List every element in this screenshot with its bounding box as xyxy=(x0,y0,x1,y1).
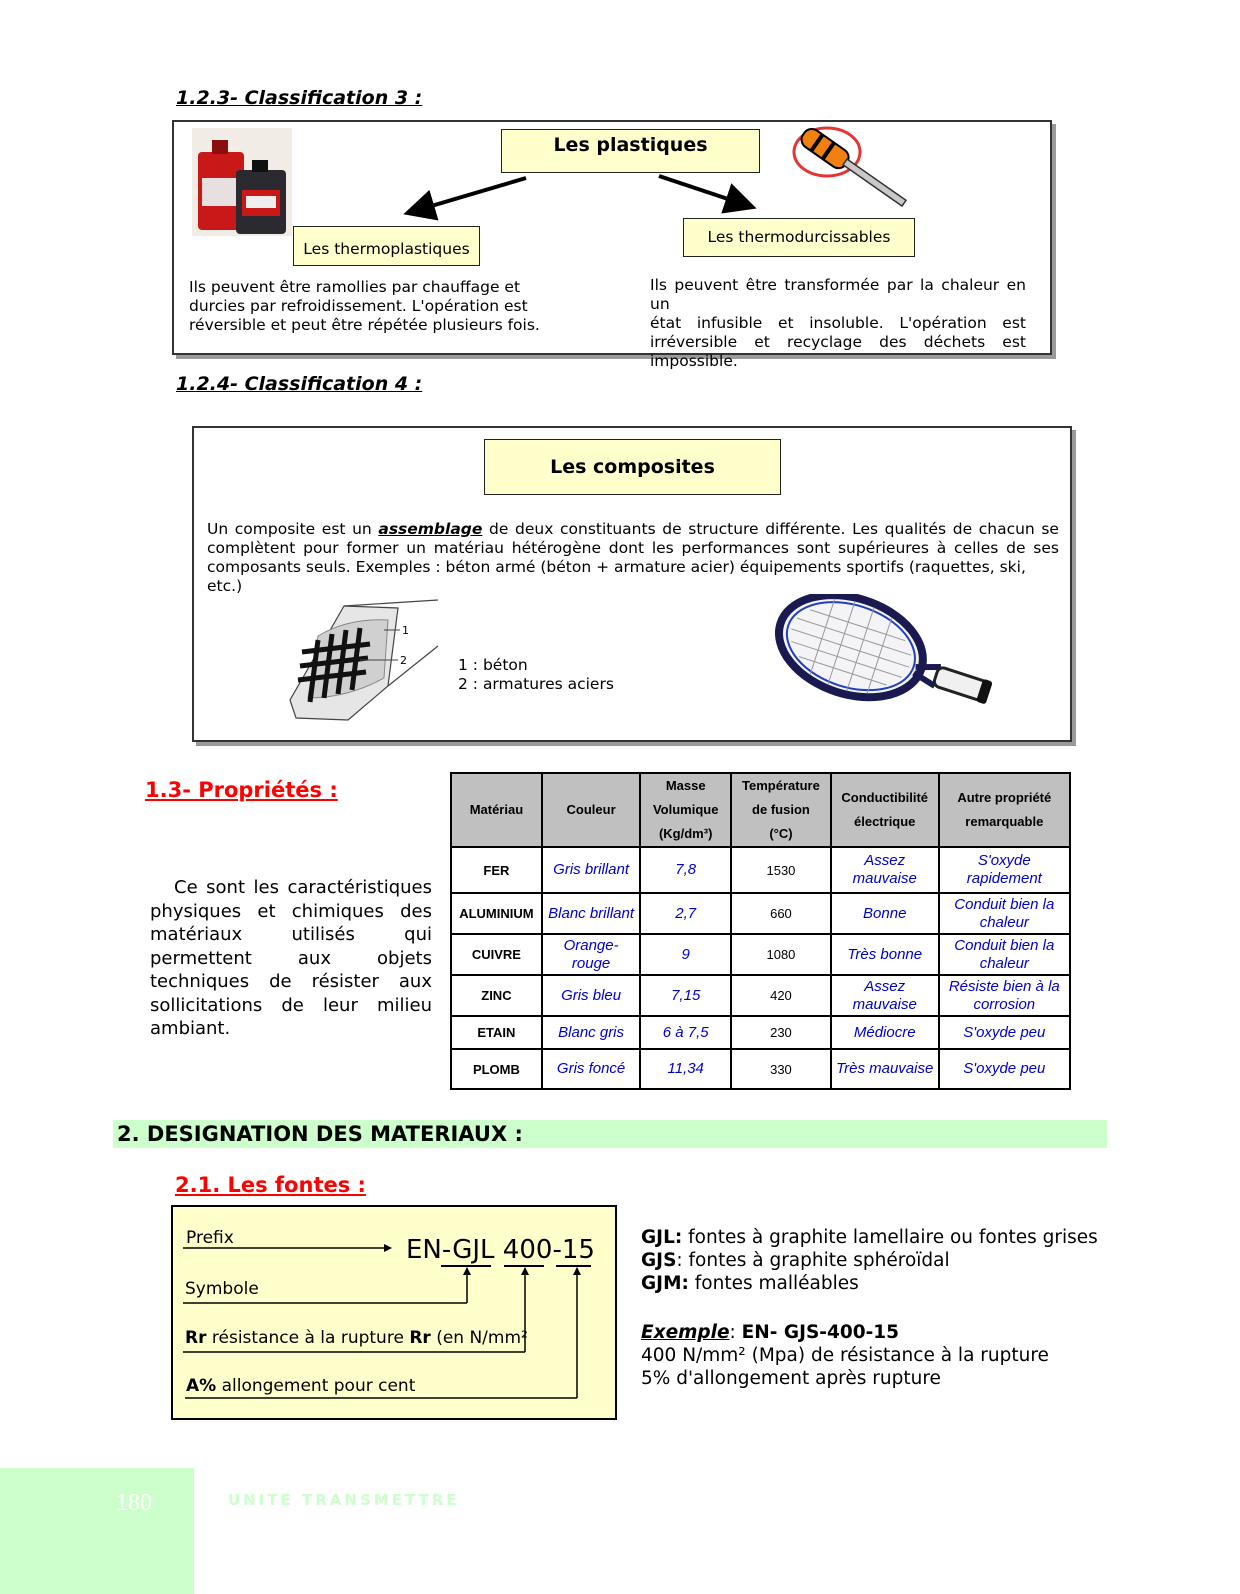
thermo-line: Ils peuvent être transformée par la chaleur en un xyxy=(650,276,1026,313)
header-cond-line: Conductibilité xyxy=(841,790,929,805)
composite-line xyxy=(207,520,1059,539)
header-temperature xyxy=(731,773,831,847)
proprietes-text xyxy=(150,876,432,1041)
thermo-line: état infusible et insoluble. L'opération est xyxy=(650,314,1026,332)
cell-couleur: Gris bleu xyxy=(542,975,640,1016)
table-row xyxy=(451,893,1070,934)
prop-line: permettent aux objets xyxy=(150,947,432,969)
composite-line1-end: de deux constituants de structure différente. Les qualités de chacun se xyxy=(489,520,1059,538)
cell-autre: S'oxyde peu xyxy=(939,1049,1070,1089)
example-sep: : xyxy=(729,1322,742,1343)
cell-materiau: PLOMB xyxy=(451,1049,542,1089)
example-code: EN- GJS-400-15 xyxy=(741,1322,900,1343)
classification3-heading: 1.2.3- Classification 3 : xyxy=(176,87,423,109)
table-row xyxy=(451,934,1070,975)
cell-couleur: Orange-rouge xyxy=(542,934,640,975)
cell-conductibilite: Bonne xyxy=(831,893,939,934)
fontes-heading: 2.1. Les fontes : xyxy=(175,1173,366,1197)
designation-code xyxy=(406,1235,595,1265)
footer-block xyxy=(0,1468,194,1594)
concrete-legend xyxy=(458,656,614,694)
rr-label xyxy=(185,1328,528,1348)
legend-item: 2 : armatures aciers xyxy=(458,675,614,693)
header-materiau: Matériau xyxy=(451,773,542,847)
thermo-line: irréversible et recyclage des déchets est xyxy=(650,333,1026,351)
diagram-mark-2: 2 xyxy=(400,654,407,667)
code-en: EN- xyxy=(406,1235,453,1265)
prop-line: ambiant. xyxy=(150,1018,231,1039)
cell-couleur: Blanc brillant xyxy=(542,893,640,934)
def-code: GJM: xyxy=(641,1273,689,1294)
cell-masse: 7,15 xyxy=(640,975,731,1016)
cell-materiau: ETAIN xyxy=(451,1016,542,1049)
proprietes-heading: 1.3- Propriétés : xyxy=(145,778,338,802)
classification4-heading: 1.2.4- Classification 4 : xyxy=(176,373,423,395)
cell-masse: 7,8 xyxy=(640,847,731,893)
symbole-label: Symbole xyxy=(185,1279,259,1299)
definition-gjl xyxy=(641,1226,1098,1249)
classification3-arrows xyxy=(395,172,765,222)
table-row xyxy=(451,1016,1070,1049)
cell-masse: 2,7 xyxy=(640,893,731,934)
table-row xyxy=(451,847,1070,893)
page-number: 180 xyxy=(116,1490,152,1516)
cell-conductibilite: Très mauvaise xyxy=(831,1049,939,1089)
prop-line: matériaux utilisés qui xyxy=(150,924,432,945)
header-masse-line: Volumique xyxy=(652,802,719,817)
example-label: Exemple xyxy=(641,1322,730,1343)
a-end: allongement pour cent xyxy=(216,1376,416,1396)
cell-autre: Conduit bien la chaleur xyxy=(939,934,1070,975)
example-title xyxy=(641,1321,1049,1344)
prefix-label: Prefix xyxy=(186,1228,234,1248)
cell-conductibilite: Médiocre xyxy=(831,1016,939,1049)
composites-box: Les composites xyxy=(484,439,781,495)
thermodurcissables-text xyxy=(650,276,1026,371)
fontes-example xyxy=(641,1321,1049,1390)
cell-autre: S'oxyde rapidement xyxy=(939,847,1070,893)
header-masse-line: Masse xyxy=(665,778,706,793)
properties-table xyxy=(450,772,1071,1090)
cell-fusion: 420 xyxy=(731,975,831,1016)
example-line: 400 N/mm² (Mpa) de résistance à la rupture xyxy=(641,1345,1049,1366)
cell-couleur: Gris brillant xyxy=(542,847,640,893)
def-text: fontes à graphite lamellaire ou fontes grises xyxy=(682,1227,1098,1248)
footer-unit: UNITE TRANSMETTRE xyxy=(228,1491,460,1509)
code-dash: - xyxy=(552,1235,562,1265)
cell-fusion: 330 xyxy=(731,1049,831,1089)
cell-materiau: ALUMINIUM xyxy=(451,893,542,934)
code-15: 15 xyxy=(561,1235,595,1265)
header-couleur: Couleur xyxy=(542,773,640,847)
header-masse-line: (Kg/dm³) xyxy=(658,826,713,841)
cell-fusion: 230 xyxy=(731,1016,831,1049)
cell-autre: S'oxyde peu xyxy=(939,1016,1070,1049)
fontes-definitions xyxy=(641,1226,1098,1295)
cell-couleur: Blanc gris xyxy=(542,1016,640,1049)
legend-item: 1 : béton xyxy=(458,656,528,674)
def-code: GJS xyxy=(641,1250,677,1271)
cell-fusion: 1530 xyxy=(731,847,831,893)
cell-couleur: Gris foncé xyxy=(542,1049,640,1089)
a-label xyxy=(186,1376,415,1396)
thermo-line: impossible. xyxy=(650,352,738,370)
example-line: 5% d'allongement après rupture xyxy=(641,1368,941,1389)
rr-end: (en N/mm² xyxy=(430,1328,528,1348)
a-bold: A% xyxy=(186,1376,217,1396)
def-code: GJL: xyxy=(641,1227,683,1248)
cell-conductibilite: Assez mauvaise xyxy=(831,847,939,893)
header-autre-line: Autre propriété xyxy=(957,790,1052,805)
thermoplastiques-text: Ils peuvent être ramollies par chauffage et durcies par refroidissement. L'opération est réversible et peut être répétée plusieurs fois. xyxy=(189,278,540,334)
thermoplastiques-box: Les thermoplastiques xyxy=(293,226,480,266)
prop-line: sollicitations de leur milieu xyxy=(150,994,432,1016)
code-gjl: GJL xyxy=(452,1235,495,1265)
rr-mid: résistance à la rupture xyxy=(206,1328,410,1348)
tennis-racket-image xyxy=(770,594,1000,724)
composite-line: complètent pour former un matériau hétérogène dont les performances sont supérieures à celles de ses xyxy=(207,539,1059,557)
table-row xyxy=(451,1049,1070,1089)
diagram-mark-1: 1 xyxy=(402,624,409,637)
cell-masse: 6 à 7,5 xyxy=(640,1016,731,1049)
table-header-row xyxy=(451,773,1070,847)
cell-materiau: ZINC xyxy=(451,975,542,1016)
cell-autre: Conduit bien la chaleur xyxy=(939,893,1070,934)
rr-bold2: Rr xyxy=(409,1328,431,1348)
thermodurcissables-box: Les thermodurcissables xyxy=(683,218,915,257)
cell-materiau: FER xyxy=(451,847,542,893)
header-autre xyxy=(939,773,1070,847)
definition-gjs xyxy=(641,1249,1098,1272)
composite-line1-start: Un composite est un xyxy=(207,520,372,538)
table-row xyxy=(451,975,1070,1016)
cell-masse: 9 xyxy=(640,934,731,975)
header-temp-line: Température xyxy=(742,778,820,793)
screwdriver-image xyxy=(790,120,915,212)
header-temp-line: de fusion xyxy=(752,802,810,817)
cell-fusion: 660 xyxy=(731,893,831,934)
definition-gjm xyxy=(641,1272,1098,1295)
code-400: 400 xyxy=(502,1235,553,1265)
header-conductibilite xyxy=(831,773,939,847)
plastiques-box: Les plastiques xyxy=(501,129,760,173)
oil-bottles-image xyxy=(192,128,292,236)
composites-text xyxy=(207,520,1059,596)
cell-conductibilite: Assez mauvaise xyxy=(831,975,939,1016)
cell-fusion: 1080 xyxy=(731,934,831,975)
prop-line: physiques et chimiques des xyxy=(150,900,432,922)
composite-line: composants seuls. Exemples : béton armé (béton + armature acier) équipements sportifs (raquettes, ski, etc.) xyxy=(207,558,1026,595)
cell-conductibilite: Très bonne xyxy=(831,934,939,975)
def-text: : fontes à graphite sphéroïdal xyxy=(676,1250,950,1271)
cell-materiau: CUIVRE xyxy=(451,934,542,975)
prop-line: Ce sont les caractéristiques xyxy=(174,877,432,898)
header-cond-line: électrique xyxy=(854,814,916,829)
header-autre-line: remarquable xyxy=(965,814,1044,829)
cell-autre: Résiste bien à la corrosion xyxy=(939,975,1070,1016)
def-text: fontes malléables xyxy=(688,1273,859,1294)
reinforced-concrete-diagram xyxy=(288,598,448,722)
header-masse xyxy=(640,773,731,847)
assemblage-keyword: assemblage xyxy=(378,520,483,538)
header-temp-line: (°C) xyxy=(769,826,793,841)
rr-bold: Rr xyxy=(185,1328,207,1348)
cell-masse: 11,34 xyxy=(640,1049,731,1089)
prop-line: techniques de résister aux xyxy=(150,971,432,992)
designation-heading: 2. DESIGNATION DES MATERIAUX : xyxy=(117,1122,523,1146)
